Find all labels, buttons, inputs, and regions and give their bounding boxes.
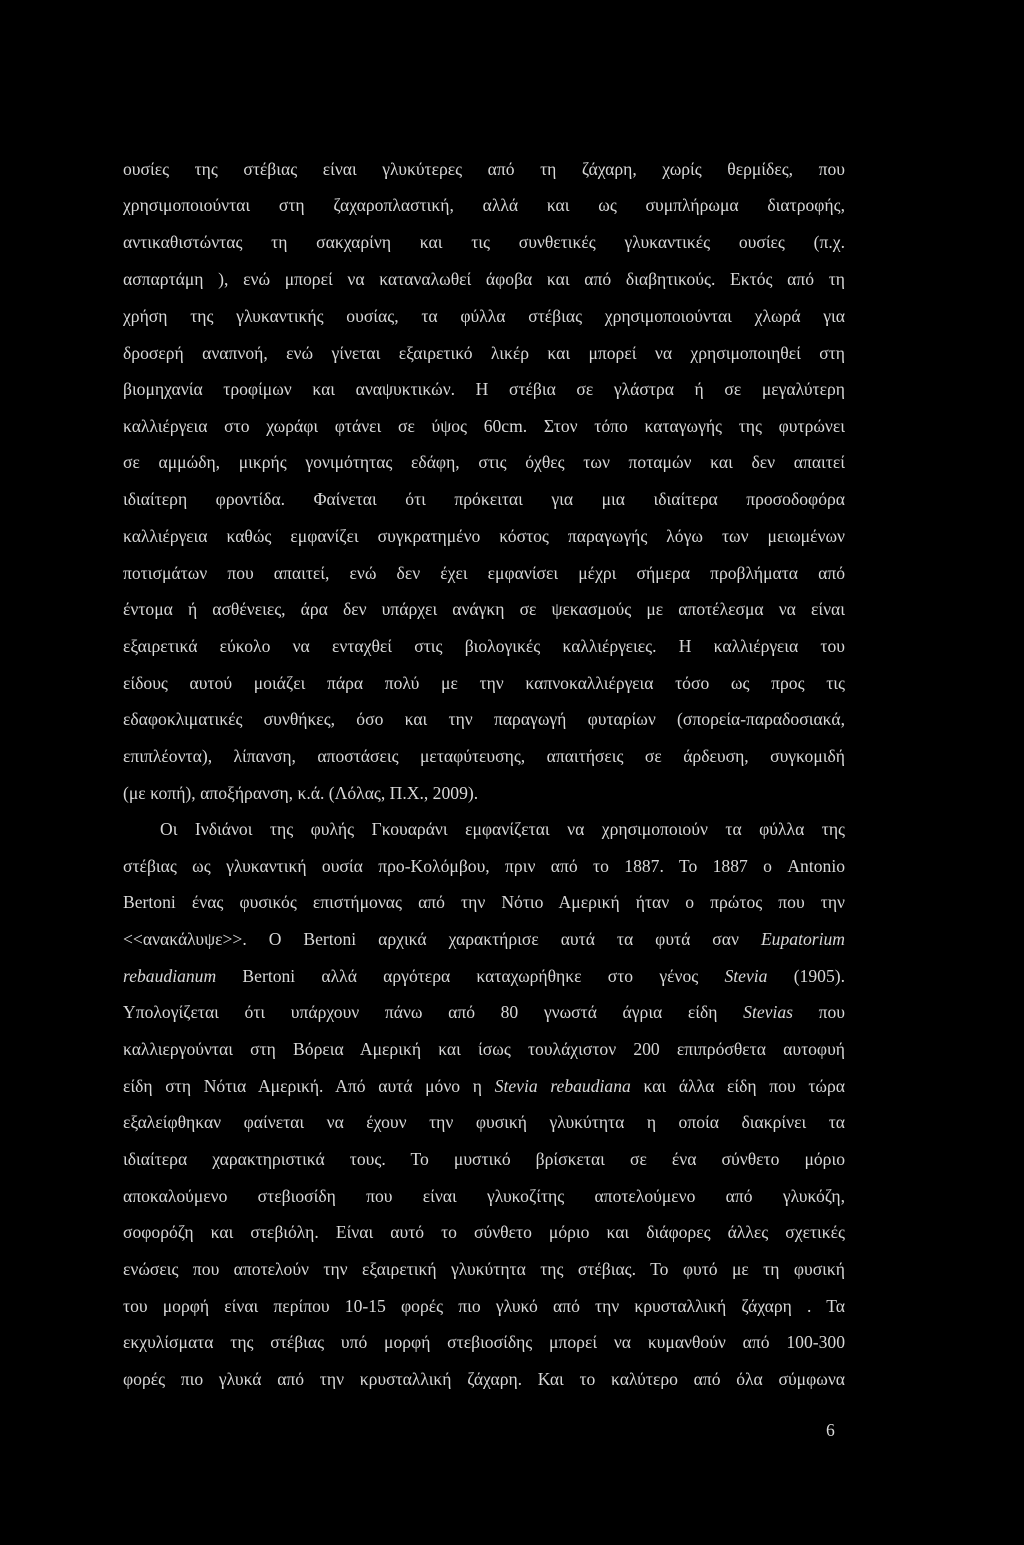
text-line: του μορφή είναι περίπου 10-15 φορές πιο γλυκό από την κρυσταλλική ζάχαρη . Τα: [123, 1296, 845, 1316]
text-line: Οι Ινδιάνοι της φυλής Γκουαράνι εμφανίζεται να χρησιμοποιούν τα φύλλα της: [160, 819, 845, 839]
text-line: [123, 928, 845, 950]
text-line: είδους αυτού μοιάζει πάρα πολύ με την καπνοκαλλιέργεια τόσο ως προς τις: [123, 673, 845, 693]
text-line: καλλιέργεια στο χωράφι φτάνει σε ύψος 60cm. Στον τόπο καταγωγής της φυτρώνει: [123, 416, 845, 436]
text-segment: <<ανακάλυψε>>. Ο Bertoni αρχικά χαρακτήρισε αυτά τα φυτά σαν: [123, 929, 761, 949]
text-line: αντικαθιστώντας τη σακχαρίνη και τις συνθετικές γλυκαντικές ουσίες (π.χ.: [123, 232, 845, 252]
text-line: [123, 1075, 845, 1097]
text-line: (με κοπή), αποξήρανση, κ.ά. (Λόλας, Π.Χ., 2009).: [123, 783, 479, 803]
text-line: εκχυλίσματα της στέβιας υπό μορφή στεβιοσίδης μπορεί να κυμανθούν από 100-300: [123, 1332, 845, 1352]
text-line: Bertoni ένας φυσικός επιστήμονας από την Νότιο Αμερική ήταν ο πρώτος που την: [123, 892, 845, 912]
species-name: rebaudianum: [123, 966, 217, 986]
text-segment: Bertoni αλλά αργότερα καταχωρήθηκε στο γένος: [216, 966, 725, 986]
text-line: ιδιαίτερη φροντίδα. Φαίνεται ότι πρόκειται για μια ιδιαίτερα προσοδοφόρα: [123, 489, 845, 509]
text-line: σε αμμώδη, μικρής γονιμότητας εδάφη, στις όχθες των ποταμών και δεν απαιτεί: [123, 452, 845, 472]
text-segment: και άλλα είδη που τώρα: [630, 1076, 845, 1096]
text-line: αποκαλούμενο στεβιοσίδη που είναι γλυκοζίτης αποτελούμενο από γλυκόζη,: [123, 1186, 845, 1206]
text-line: βιομηχανία τροφίμων και αναψυκτικών. Η στέβια σε γλάστρα ή σε μεγαλύτερη: [123, 379, 845, 399]
text-line: εξαλείφθηκαν φαίνεται να έχουν την φυσική γλυκύτητα η οποία διακρίνει τα: [123, 1112, 845, 1132]
genus-name: Stevias: [743, 1002, 793, 1022]
text-line: ενώσεις που αποτελούν την εξαιρετική γλυκύτητα της στέβιας. Το φυτό με τη φυσική: [123, 1259, 845, 1279]
text-line: δροσερή αναπνοή, ενώ γίνεται εξαιρετικό λικέρ και μπορεί να χρησιμοποιηθεί στη: [123, 343, 845, 363]
text-line: σοφορόζη και στεβιόλη. Είναι αυτό το σύνθετο μόριο και διάφορες άλλες σχετικές: [123, 1222, 845, 1242]
text-line: χρησιμοποιούνται στη ζαχαροπλαστική, αλλά και ως συμπλήρωμα διατροφής,: [123, 195, 845, 215]
text-line: εδαφοκλιματικές συνθήκες, όσο και την παραγωγή φυταρίων (σπορεία-παραδοσιακά,: [123, 709, 845, 729]
text-line: εξαιρετικά εύκολο να ενταχθεί στις βιολογικές καλλιέργειες. Η καλλιέργεια του: [123, 636, 845, 656]
text-segment: είδη στη Νότια Αμερική. Από αυτά μόνο η: [123, 1076, 495, 1096]
species-name: Stevia rebaudiana: [494, 1076, 631, 1096]
text-line: ουσίες της στέβιας είναι γλυκύτερες από τη ζάχαρη, χωρίς θερμίδες, που: [123, 159, 845, 179]
text-line: χρήση της γλυκαντικής ουσίας, τα φύλλα στέβιας χρησιμοποιούνται χλωρά για: [123, 306, 845, 326]
text-line: επιπλέοντα), λίπανση, αποστάσεις μεταφύτευσης, απαιτήσεις σε άρδευση, συγκομιδή: [123, 746, 845, 766]
text-line: καλλιεργούνται στη Βόρεια Αμερική και ίσως τουλάχιστον 200 επιπρόσθετα αυτοφυή: [123, 1039, 845, 1059]
text-segment: (1905).: [767, 966, 845, 986]
species-name: Eupatorium: [760, 929, 845, 949]
text-line: ιδιαίτερα χαρακτηριστικά τους. Το μυστικό βρίσκεται σε ένα σύνθετο μόριο: [123, 1149, 845, 1169]
text-segment: Υπολογίζεται ότι υπάρχουν πάνω από 80 γνωστά άγρια είδη: [123, 1002, 744, 1022]
text-segment: που: [792, 1002, 845, 1022]
text-line: ασπαρτάμη ), ενώ μπορεί να καταναλωθεί άφοβα και από διαβητικούς. Εκτός από τη: [123, 269, 845, 289]
text-line: στέβιας ως γλυκαντική ουσία προ-Κολόμβου, πριν από το 1887. Το 1887 ο Antonio: [123, 856, 845, 876]
text-line: καλλιέργεια καθώς εμφανίζει συγκρατημένο κόστος παραγωγής λόγω των μειωμένων: [123, 526, 845, 546]
text-line: φορές πιο γλυκά από την κρυσταλλική ζάχαρη. Και το καλύτερο από όλα σύμφωνα: [123, 1369, 845, 1389]
page-number: 6: [826, 1420, 835, 1440]
text-line: έντομα ή ασθένειες, άρα δεν υπάρχει ανάγκη σε ψεκασμούς με αποτέλεσμα να είναι: [123, 599, 845, 619]
text-line: [123, 965, 845, 987]
text-line: ποτισμάτων που απαιτεί, ενώ δεν έχει εμφανίσει μέχρι σήμερα προβλήματα από: [123, 563, 845, 583]
genus-name: Stevia: [724, 966, 768, 986]
text-line: [123, 1001, 845, 1023]
